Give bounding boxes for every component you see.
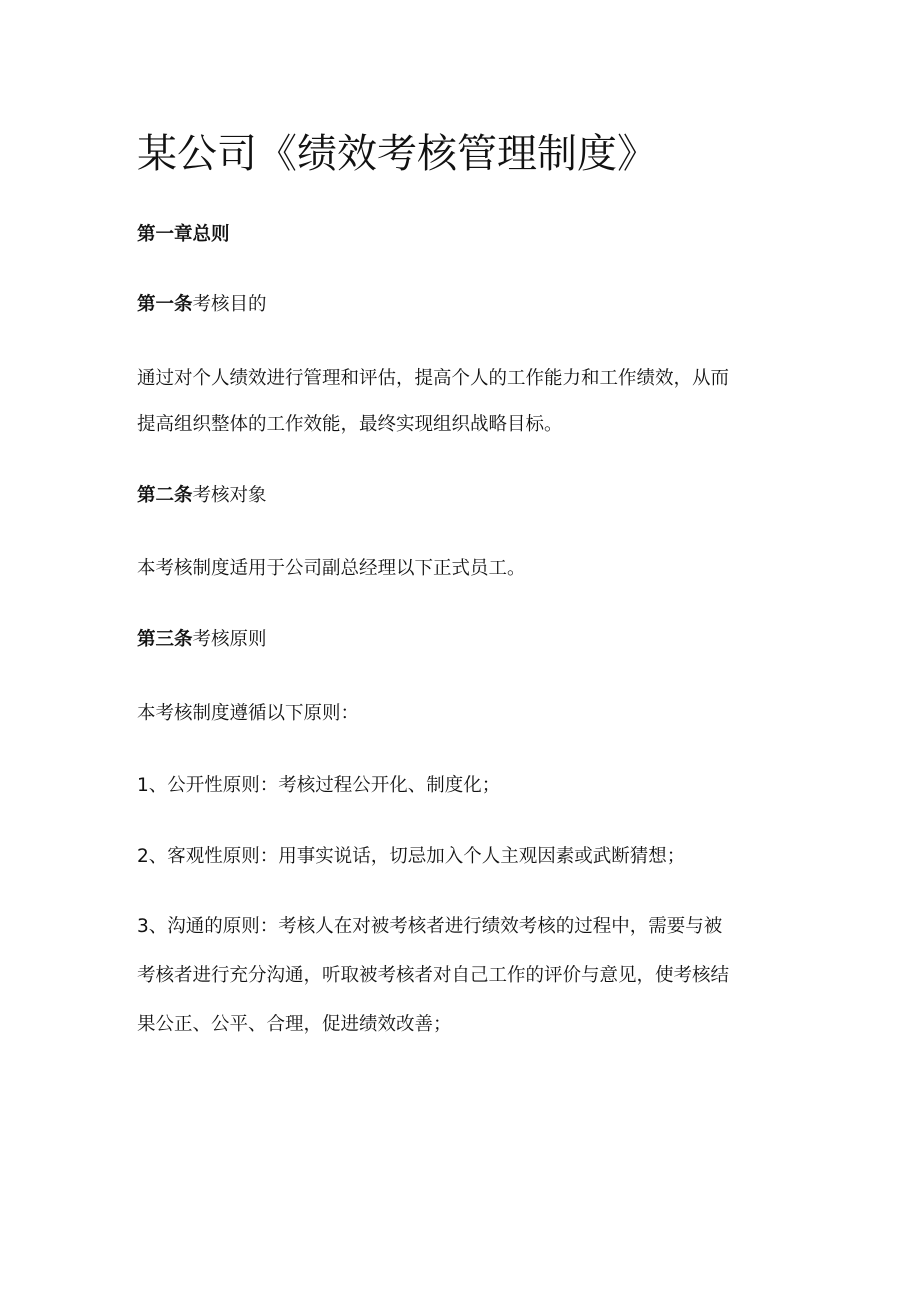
principle-item-1: 1、公开性原则：考核过程公开化、制度化；: [137, 775, 501, 796]
article-3-title: 考核原则: [192, 629, 267, 650]
principle-item-3-line-1: 3、沟通的原则：考核人在对被考核者进行绩效考核的过程中，需要与被: [137, 916, 723, 937]
article-2-title: 考核对象: [192, 485, 267, 506]
article-2-heading: [137, 482, 267, 510]
article-3-heading: [137, 626, 267, 654]
article-1-label: 第一条: [137, 294, 193, 315]
article-1-title: 考核目的: [192, 294, 267, 315]
principle-item-3-line-2: 考核者进行充分沟通，听取被考核者对自己工作的评价与意见，使考核结: [137, 965, 730, 986]
document-title: 某公司《绩效考核管理制度》: [137, 131, 657, 177]
article-2-text: 本考核制度适用于公司副总经理以下正式员工。: [137, 558, 526, 579]
article-3-intro: 本考核制度遵循以下原则：: [137, 703, 360, 724]
article-1-text-line-1: 通过对个人绩效进行管理和评估，提高个人的工作能力和工作绩效，从而: [137, 368, 730, 389]
chapter-heading: 第一章总则: [137, 224, 230, 245]
article-3-label: 第三条: [137, 629, 193, 650]
principle-item-2: 2、客观性原则：用事实说话，切忌加入个人主观因素或武断猜想；: [137, 846, 686, 867]
principle-item-3-line-3: 果公正、公平、合理，促进绩效改善；: [137, 1014, 452, 1035]
article-1-heading: [137, 291, 267, 319]
article-1-text-line-2: 提高组织整体的工作效能，最终实现组织战略目标。: [137, 414, 563, 435]
article-2-label: 第二条: [137, 485, 193, 506]
